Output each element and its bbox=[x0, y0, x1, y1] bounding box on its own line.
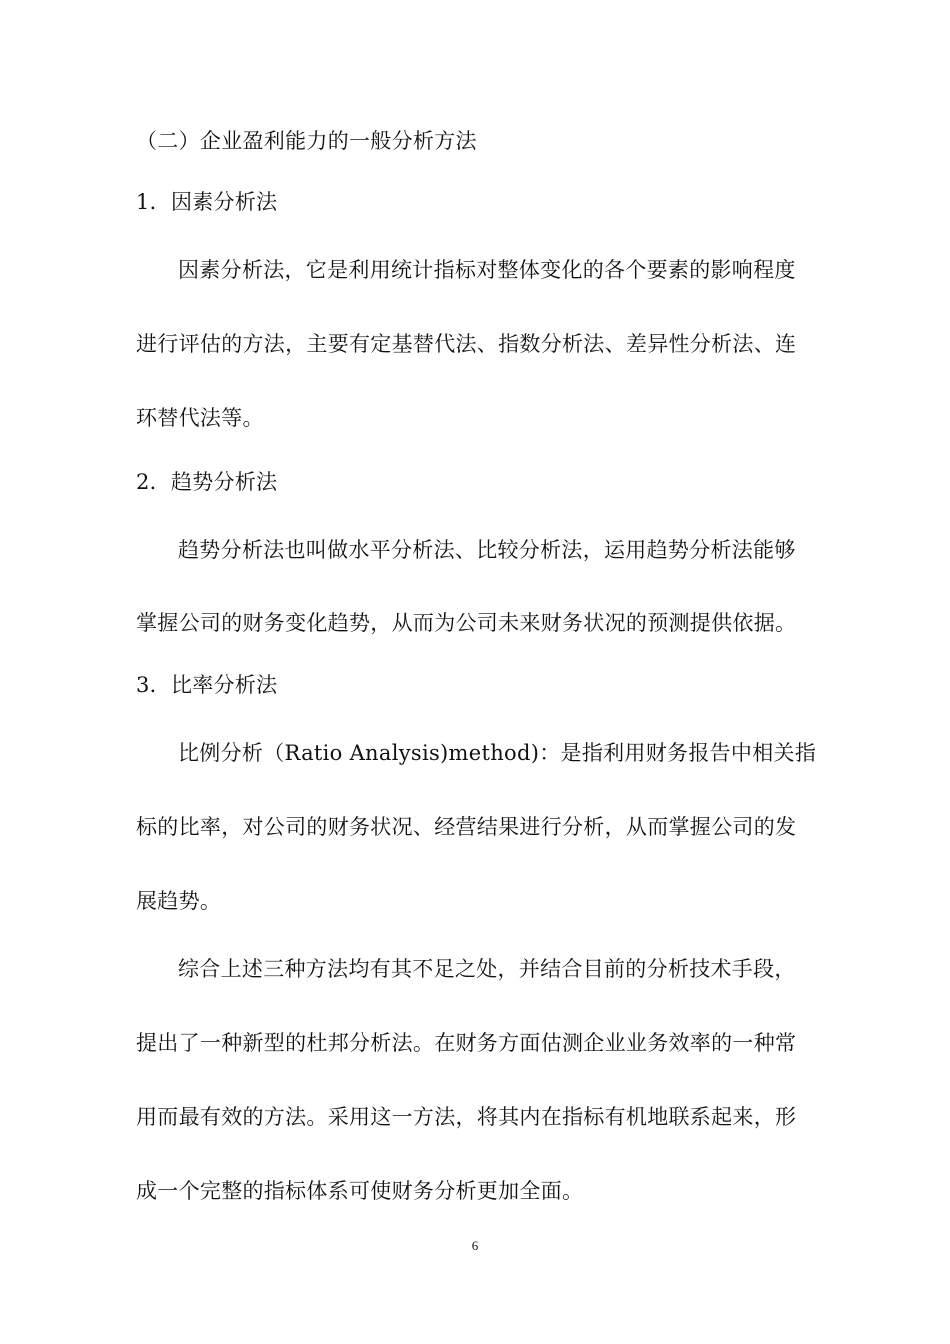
method1-line-1: 因素分析法，它是利用统计指标对整体变化的各个要素的影响程度 bbox=[178, 258, 796, 282]
method3-line-2: 标的比率，对公司的财务状况、经营结果进行分析，从而掌握公司的发 bbox=[136, 815, 797, 839]
summary-line-1: 综合上述三种方法均有其不足之处，并结合目前的分析技术手段， bbox=[178, 957, 796, 981]
page-number: 6 bbox=[471, 1238, 479, 1253]
method2-heading: 2．趋势分析法 bbox=[136, 470, 278, 494]
method2-line-1: 趋势分析法也叫做水平分析法、比较分析法，运用趋势分析法能够 bbox=[178, 538, 796, 562]
method2-line-2: 掌握公司的财务变化趋势，从而为公司未来财务状况的预测提供依据。 bbox=[136, 611, 797, 635]
method3-heading: 3．比率分析法 bbox=[136, 673, 278, 697]
method1-heading: 1．因素分析法 bbox=[136, 190, 278, 214]
method1-line-2: 进行评估的方法，主要有定基替代法、指数分析法、差异性分析法、连 bbox=[136, 332, 797, 356]
method1-line-3: 环替代法等。 bbox=[136, 406, 264, 430]
section-heading: （二）企业盈利能力的一般分析方法 bbox=[136, 129, 477, 153]
summary-line-3: 用而最有效的方法。采用这一方法，将其内在指标有机地联系起来，形 bbox=[136, 1105, 797, 1129]
summary-line-4: 成一个完整的指标体系可使财务分析更加全面。 bbox=[136, 1179, 584, 1203]
summary-line-2: 提出了一种新型的杜邦分析法。在财务方面估测企业业务效率的一种常 bbox=[136, 1031, 797, 1055]
method3-line-3: 展趋势。 bbox=[136, 889, 222, 913]
method3-line-1: 比例分析（Ratio Analysis)method)：是指利用财务报告中相关指 bbox=[178, 741, 817, 765]
